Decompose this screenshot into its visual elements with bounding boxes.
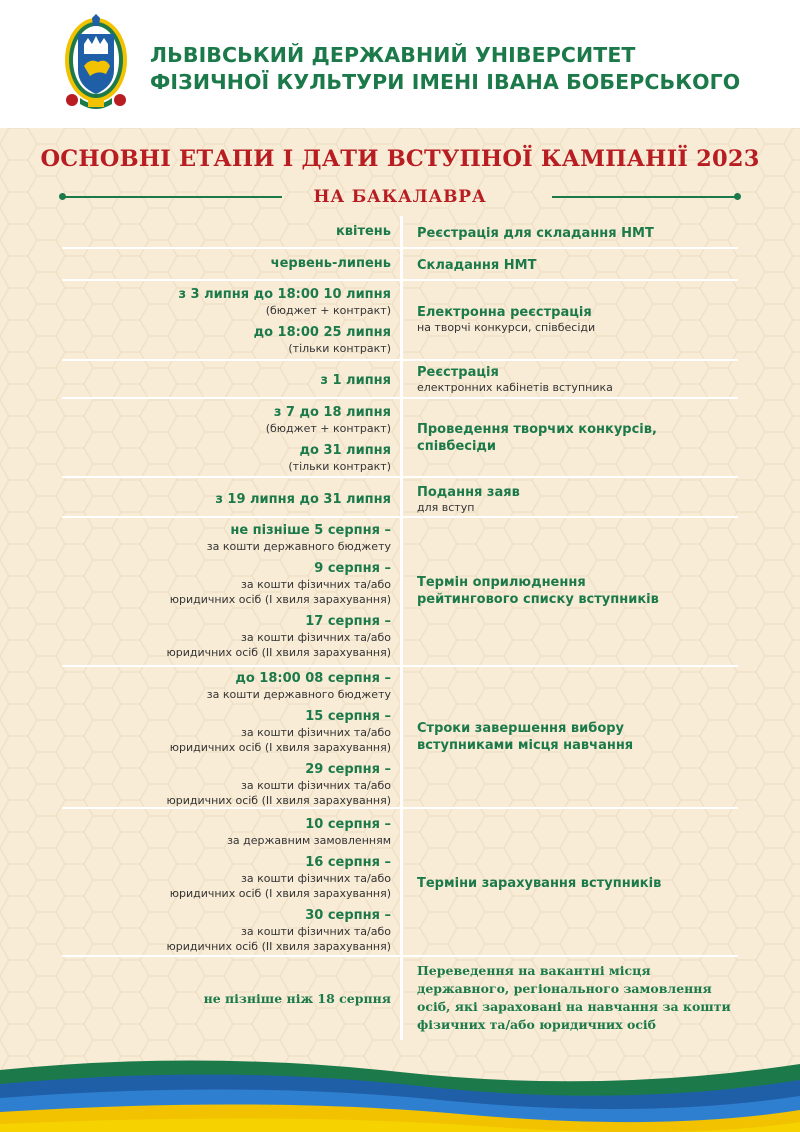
date-note: за кошти фізичних та/або bbox=[241, 578, 391, 591]
decorative-flag-waves bbox=[0, 1050, 800, 1132]
date-note: юридичних осіб (І хвиля зарахування) bbox=[169, 741, 391, 754]
table-row-5-dates bbox=[60, 491, 391, 508]
table-row-5-event bbox=[417, 484, 747, 515]
table-row-4-dates bbox=[60, 404, 391, 474]
event-title: Переведення на вакантні місця державного, регіонального замовлення осіб, які зараховані на навчання за кошти фізичних та/або юридичних осіб bbox=[417, 963, 731, 1032]
event-title: Складання НМТ bbox=[417, 258, 537, 273]
date: не пізніше 5 серпня – bbox=[230, 523, 391, 538]
table-row-3-event bbox=[417, 364, 747, 395]
date-note: за кошти фізичних та/або bbox=[241, 872, 391, 885]
date: з 7 до 18 липня bbox=[273, 405, 391, 420]
event-subtitle: для вступ bbox=[417, 501, 475, 514]
event-title: Подання заяв bbox=[417, 485, 520, 500]
date: з 19 липня до 31 липня bbox=[215, 492, 391, 507]
row-separator bbox=[62, 359, 738, 361]
date-note: юридичних осіб (ІІ хвиля зарахування) bbox=[166, 794, 391, 807]
header bbox=[0, 0, 800, 128]
title-divider-right bbox=[552, 196, 738, 198]
date: 16 серпня – bbox=[305, 855, 391, 870]
page-title: ОСНОВНІ ЕТАПИ І ДАТИ ВСТУПНОЇ КАМПАНІЇ 2023 bbox=[40, 146, 760, 172]
row-separator bbox=[62, 476, 738, 478]
university-crest-icon bbox=[62, 14, 130, 112]
event-subtitle: електронних кабінетів вступника bbox=[417, 381, 613, 394]
date-note: (бюджет + контракт) bbox=[265, 422, 391, 435]
page-subtitle: НА БАКАЛАВРА bbox=[313, 187, 487, 207]
table-row-3-dates bbox=[60, 372, 391, 389]
table-row-0-dates bbox=[60, 223, 391, 240]
date: не пізніше ніж 18 серпня bbox=[203, 991, 391, 1006]
table-row-7-dates bbox=[60, 670, 391, 808]
table-row-9-dates bbox=[60, 990, 391, 1007]
table-row-6-dates bbox=[60, 522, 391, 660]
date: 30 серпня – bbox=[305, 908, 391, 923]
table-row-6-event bbox=[417, 574, 667, 608]
university-name-line1: ЛЬВІВСЬКИЙ ДЕРЖАВНИЙ УНІВЕРСИТЕТ bbox=[150, 43, 636, 67]
date-note: за кошти фізичних та/або bbox=[241, 726, 391, 739]
date: до 18:00 25 липня bbox=[253, 325, 391, 340]
date: з 3 липня до 18:00 10 липня bbox=[178, 287, 391, 302]
date-note: юридичних осіб (ІІ хвиля зарахування) bbox=[166, 940, 391, 953]
row-separator bbox=[62, 247, 738, 249]
date-note: юридичних осіб (І хвиля зарахування) bbox=[169, 593, 391, 606]
date-note: (бюджет + контракт) bbox=[265, 304, 391, 317]
event-title: Строки завершення вибору вступниками місця навчання bbox=[417, 721, 634, 753]
table-row-7-event bbox=[417, 720, 657, 754]
event-title: Реєстрація bbox=[417, 365, 499, 380]
event-title: Реєстрація для складання НМТ bbox=[417, 226, 654, 241]
date-note: юридичних осіб (І хвиля зарахування) bbox=[169, 887, 391, 900]
date: до 18:00 08 серпня – bbox=[235, 671, 391, 686]
table-vertical-divider bbox=[400, 216, 403, 1040]
date-note: за державним замовленням bbox=[227, 834, 391, 847]
date-note: за кошти державного бюджету bbox=[206, 540, 391, 553]
row-separator bbox=[62, 516, 738, 518]
date: квітень bbox=[335, 224, 391, 239]
date: 10 серпня – bbox=[305, 817, 391, 832]
table-row-0-event bbox=[417, 225, 747, 242]
date: з 1 липня bbox=[320, 373, 391, 388]
date: 29 серпня – bbox=[305, 762, 391, 777]
row-separator bbox=[62, 279, 738, 281]
table-row-9-event bbox=[417, 962, 747, 1034]
date: 15 серпня – bbox=[305, 709, 391, 724]
table-row-4-event bbox=[417, 421, 697, 455]
date: 17 серпня – bbox=[305, 614, 391, 629]
table-row-2-event bbox=[417, 304, 747, 335]
row-separator bbox=[62, 397, 738, 399]
date-note: юридичних осіб (ІІ хвиля зарахування) bbox=[166, 646, 391, 659]
date-note: за кошти фізичних та/або bbox=[241, 631, 391, 644]
date-note: за кошти державного бюджету bbox=[206, 688, 391, 701]
date: червень-липень bbox=[270, 256, 391, 271]
date: до 31 липня bbox=[299, 443, 391, 458]
date: 9 серпня – bbox=[314, 561, 391, 576]
table-row-8-event bbox=[417, 875, 747, 892]
event-title: Проведення творчих конкурсів, співбесіди bbox=[417, 422, 657, 454]
date-note: (тільки контракт) bbox=[288, 460, 391, 473]
university-name-line2: ФІЗИЧНОЇ КУЛЬТУРИ ІМЕНІ ІВАНА БОБЕРСЬКОГО bbox=[150, 70, 741, 94]
event-title: Терміни зарахування вступників bbox=[417, 876, 662, 891]
date-note: (тільки контракт) bbox=[288, 342, 391, 355]
date-note: за кошти фізичних та/або bbox=[241, 925, 391, 938]
table-row-1-event bbox=[417, 257, 747, 274]
date-note: за кошти фізичних та/або bbox=[241, 779, 391, 792]
event-title: Термін оприлюднення рейтингового списку вступників bbox=[417, 575, 659, 607]
table-row-2-dates bbox=[60, 286, 391, 356]
event-subtitle: на творчі конкурси, співбесіди bbox=[417, 321, 596, 334]
university-name bbox=[150, 42, 740, 96]
row-separator bbox=[62, 955, 738, 957]
table-row-1-dates bbox=[60, 255, 391, 272]
table-row-8-dates bbox=[60, 816, 391, 954]
event-title: Електронна реєстрація bbox=[417, 305, 592, 320]
row-separator bbox=[62, 665, 738, 667]
